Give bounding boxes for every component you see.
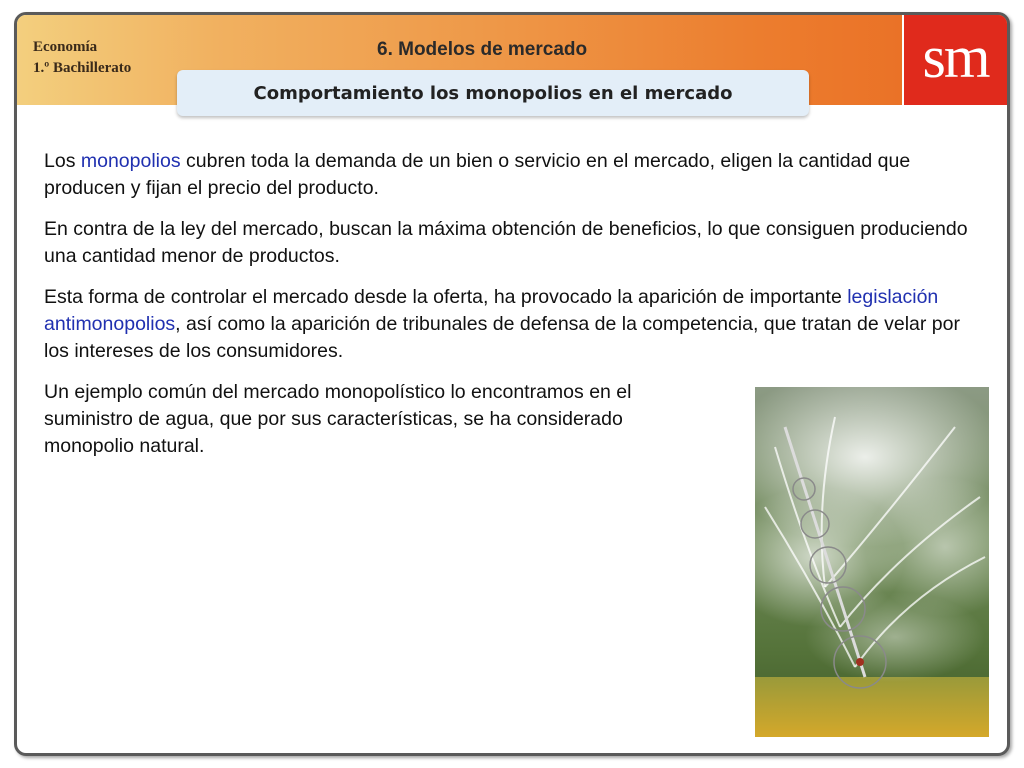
publisher-logo: [902, 15, 1007, 105]
subject-name: Economía: [33, 39, 98, 55]
highlight-term: monopolios: [80, 150, 181, 172]
text-segment: , así como la aparición de tribunales de defensa de la competencia, que tratan de velar por los intereses de los consumidores.: [44, 313, 960, 362]
slide-frame: [14, 12, 1010, 756]
highlight-term: legislación antimonopolios: [44, 286, 939, 335]
text-segment: Los: [44, 150, 81, 172]
section-title: 6. Modelos de mercado: [377, 39, 588, 60]
paragraph-monopolies: [44, 148, 984, 202]
paragraph-water-example: Un ejemplo común del mercado monopolístico lo encontramos en el suministro de agua, que por sus características, se ha considerado monopolio natural.: [44, 381, 632, 457]
logo-text: sm: [922, 24, 989, 90]
text-segment: Esta forma de controlar el mercado desde la oferta, ha provocado la aparición de importante: [44, 286, 848, 308]
slide-subtitle: Comportamiento los monopolios en el mercado: [177, 70, 809, 116]
irrigation-sprinkler-image: [755, 387, 989, 737]
paragraph-legislation: [44, 284, 984, 365]
subject-label: [33, 37, 131, 79]
irrigation-photo: [755, 387, 989, 737]
paragraph-benefits: En contra de la ley del mercado, buscan la máxima obtención de beneficios, lo que consiguen produciendo una cantidad menor de productos.: [44, 218, 968, 267]
course-level: 1.º Bachillerato: [33, 60, 132, 76]
text-segment: cubren toda la demanda de un bien o servicio en el mercado, eligen la cantidad que producen y fijan el precio del producto.: [44, 150, 911, 199]
